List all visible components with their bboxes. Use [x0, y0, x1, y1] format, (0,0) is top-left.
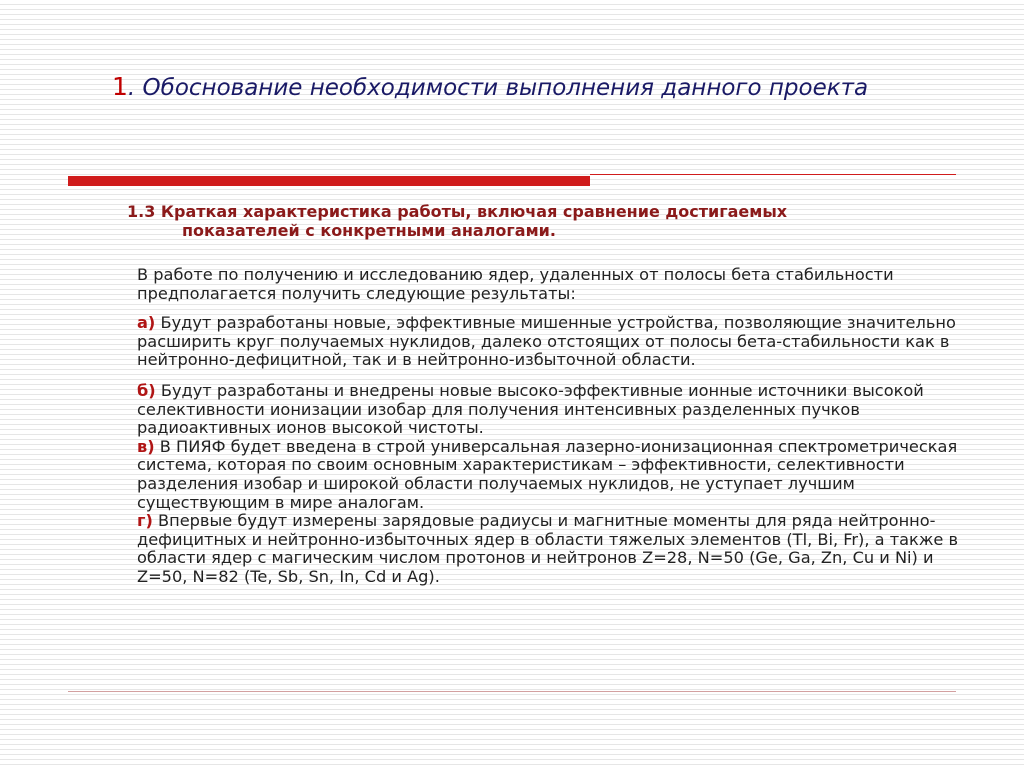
slide-title-number: 1 [112, 72, 128, 101]
result-text: Будут разработаны и внедрены новые высоко-эффективные ионные источники высокой селективности ионизации изобар для получения интенсивных разделенных пучков радиоактивных ионов высокой чистоты. [137, 380, 924, 438]
slide-title [112, 72, 868, 101]
title-divider-thick [68, 176, 590, 186]
result-item-g [137, 512, 967, 586]
subtitle-line-2: показателей с конкретными аналогами. [182, 221, 556, 240]
result-text: Будут разработаны новые, эффективные мишенные устройства, позволяющие значительно расширить круг получаемых нуклидов, далеко отстоящих от полосы бета-стабильности как в нейтронно-дефицитной, так и в нейтронно-избыточной области. [137, 313, 956, 370]
result-marker: а) [137, 313, 156, 333]
slide-title-text: . Обоснование необходимости выполнения данного проекта [127, 75, 869, 101]
result-text: В ПИЯФ будет введена в строй универсальная лазерно-ионизационная спектрометрическая система, которая по своим основным характеристикам – эффективности, селективности разделения изобар и широкой области получаемых нуклидов, не уступает лучшим существующим в мире аналогам. [137, 436, 958, 512]
title-divider [68, 174, 956, 188]
bottom-divider [68, 691, 956, 692]
slide-body [137, 266, 967, 587]
result-text: Впервые будут измерены зарядовые радиусы и магнитные моменты для ряда нейтронно-дефицитных и нейтронно-избыточных ядер в области тяжелых элементов (Tl, Bi, Fr), а также в области ядер с магическим числом протонов и нейтронов Z=28, N=50 (Ge, Ga, Zn, Cu и Ni) и Z=50, N=82 (Te, Sb, Sn, In, Cd и Ag). [137, 511, 959, 586]
section-subtitle [127, 202, 957, 240]
result-item-b [137, 382, 967, 438]
result-marker: г) [137, 511, 153, 531]
subtitle-line-1: 1.3 Краткая характеристика работы, включая сравнение достигаемых [127, 202, 788, 221]
result-marker: в) [137, 436, 155, 456]
result-item-v [137, 438, 967, 512]
intro-paragraph: В работе по получению и исследованию ядер, удаленных от полосы бета стабильности предполагается получить следующие результаты: [137, 265, 894, 303]
title-divider-thin [590, 174, 956, 175]
result-marker: б) [137, 380, 156, 400]
result-item-a [137, 314, 967, 370]
